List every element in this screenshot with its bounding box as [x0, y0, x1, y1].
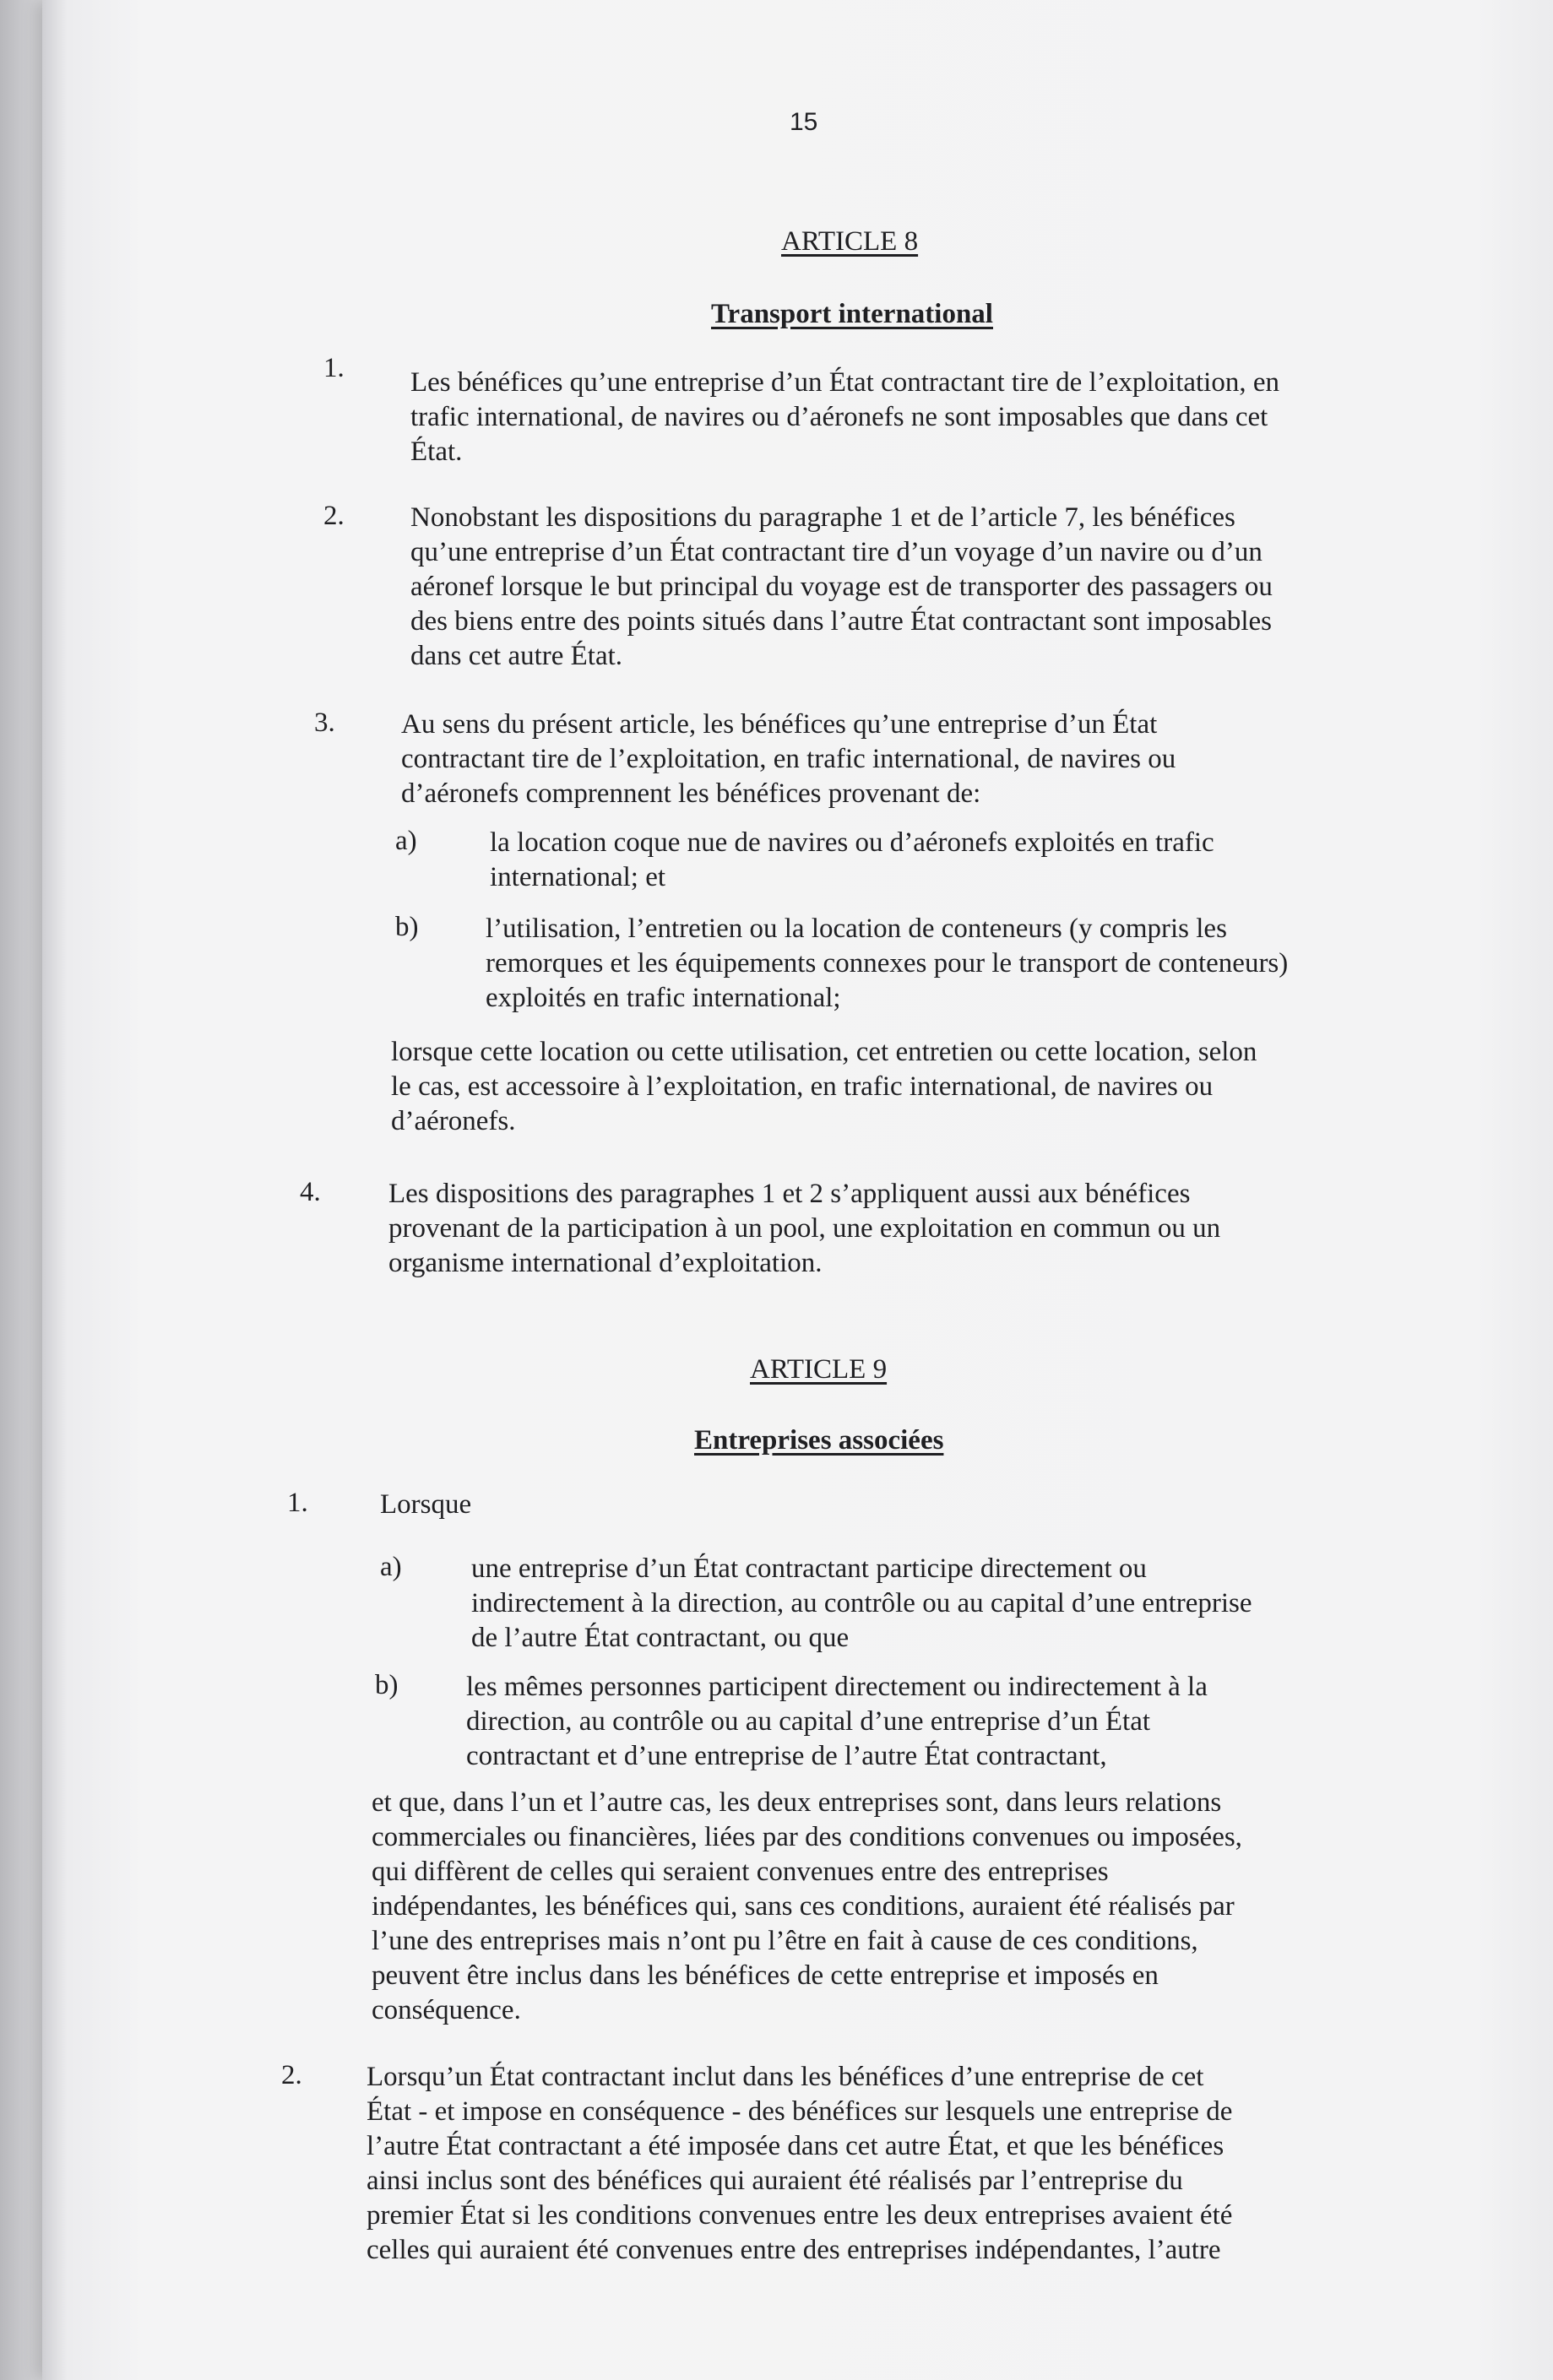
text-line: premier État si les conditions convenues entre les deux entreprises avaient été — [367, 2200, 1233, 2231]
text-line: l’autre État contractant a été imposée dans cet autre État, et que les bénéfices — [367, 2131, 1224, 2161]
article-9-para-1a-label: a) — [380, 1552, 402, 1582]
text-line: commerciales ou financières, liées par des conditions convenues ou imposées, — [372, 1822, 1242, 1852]
text-line: Nonobstant les dispositions du paragraphe 1 et de l’article 7, les bénéfices — [410, 502, 1235, 533]
text-line: la location coque nue de navires ou d’aéronefs exploités en trafic — [490, 827, 1214, 858]
article-8-para-1-number: 1. — [323, 353, 345, 383]
text-line: Au sens du présent article, les bénéfices qu’une entreprise d’un État — [401, 709, 1158, 740]
article-9-para-1b — [466, 1670, 1208, 1774]
article-9-para-1-tail — [372, 1786, 1242, 2028]
article-8-para-3a — [490, 826, 1214, 895]
text-line: celles qui auraient été convenues entre des entreprises indépendantes, l’autre — [367, 2235, 1221, 2265]
article-8-para-3b — [486, 912, 1288, 1016]
text-line: trafic international, de navires ou d’aéronefs ne sont imposables que dans cet — [410, 402, 1268, 432]
article-8-para-3a-label: a) — [395, 826, 417, 856]
text-line: l’utilisation, l’entretien ou la location de conteneurs (y compris les — [486, 914, 1227, 944]
text-line: une entreprise d’un État contractant participe directement ou — [471, 1553, 1147, 1584]
text-line: de l’autre État contractant, ou que — [471, 1623, 850, 1653]
text-line: contractant et d’une entreprise de l’autre État contractant, — [466, 1741, 1107, 1771]
text-line: qu’une entreprise d’un État contractant tire d’un voyage d’un navire ou d’un — [410, 537, 1262, 567]
article-8-para-3 — [401, 707, 1176, 811]
article-9-subheading: Entreprises associées — [694, 1425, 944, 1456]
article-9-para-1-number: 1. — [287, 1488, 308, 1518]
article-9-para-1-intro: Lorsque — [380, 1489, 472, 1520]
text-line: État - et impose en conséquence - des bénéfices sur lesquels une entreprise de — [367, 2096, 1233, 2127]
text-line: remorques et les équipements connexes pour le transport de conteneurs) — [486, 948, 1289, 979]
article-8-subheading: Transport international — [711, 299, 993, 329]
article-8-para-3b-label: b) — [395, 912, 419, 942]
text-line: Les bénéfices qu’une entreprise d’un État contractant tire de l’exploitation, en — [410, 367, 1279, 398]
article-8-para-2 — [410, 501, 1273, 674]
article-8-para-1 — [410, 366, 1279, 469]
text-line: qui diffèrent de celles qui seraient convenues entre des entreprises — [372, 1857, 1109, 1887]
text-line: d’aéronefs comprennent les bénéfices provenant de: — [401, 778, 981, 809]
text-line: indirectement à la direction, au contrôle ou au capital d’une entreprise — [471, 1588, 1252, 1618]
text-line: dans cet autre État. — [410, 641, 623, 671]
text-line: international; et — [490, 862, 666, 892]
text-line: contractant tire de l’exploitation, en trafic international, de navires ou — [401, 744, 1176, 774]
article-9-para-1a — [471, 1552, 1252, 1656]
article-9-para-2 — [367, 2060, 1232, 2268]
article-8-para-4-number: 4. — [300, 1177, 321, 1207]
text-line: lorsque cette location ou cette utilisation, cet entretien ou cette location, selon — [391, 1037, 1257, 1067]
article-9-heading: ARTICLE 9 — [750, 1354, 888, 1385]
article-8-heading: ARTICLE 8 — [781, 226, 919, 257]
article-8-para-4 — [388, 1177, 1220, 1281]
text-line: ainsi inclus sont des bénéfices qui auraient été réalisés par l’entreprise du — [367, 2166, 1183, 2196]
text-line: Les dispositions des paragraphes 1 et 2 s’appliquent aussi aux bénéfices — [388, 1179, 1191, 1209]
text-line: d’aéronefs. — [391, 1106, 516, 1136]
text-line: les mêmes personnes participent directement ou indirectement à la — [466, 1672, 1208, 1702]
text-line: organisme international d’exploitation. — [388, 1248, 823, 1278]
text-line: l’une des entreprises mais n’ont pu l’être en fait à cause de ces conditions, — [372, 1926, 1198, 1956]
page-number: 15 — [790, 108, 818, 136]
text-line: État. — [410, 436, 463, 467]
article-8-para-3-number: 3. — [314, 707, 335, 738]
article-8-para-2-number: 2. — [323, 501, 345, 531]
text-line: direction, au contrôle ou au capital d’une entreprise d’un État — [466, 1706, 1151, 1737]
text-line: Lorsqu’un État contractant inclut dans les bénéfices d’une entreprise de cet — [367, 2062, 1204, 2092]
text-line: aéronef lorsque le but principal du voyage est de transporter des passagers ou — [410, 572, 1273, 602]
text-line: indépendantes, les bénéfices qui, sans ces conditions, auraient été réalisés par — [372, 1891, 1235, 1922]
text-line: exploités en trafic international; — [486, 983, 841, 1013]
article-9-para-2-number: 2. — [281, 2060, 302, 2090]
page-binding-edge — [0, 0, 42, 2380]
article-9-para-1b-label: b) — [375, 1670, 399, 1700]
text-line: conséquence. — [372, 1995, 521, 2025]
text-line: le cas, est accessoire à l’exploitation, en trafic international, de navires ou — [391, 1071, 1214, 1102]
article-8-para-3-tail — [391, 1035, 1257, 1139]
text-line: provenant de la participation à un pool, une exploitation en commun ou un — [388, 1213, 1221, 1244]
text-line: peuvent être inclus dans les bénéfices de cette entreprise et imposés en — [372, 1960, 1159, 1991]
text-line: des biens entre des points situés dans l’autre État contractant sont imposables — [410, 606, 1273, 637]
text-line: et que, dans l’un et l’autre cas, les deux entreprises sont, dans leurs relations — [372, 1787, 1222, 1818]
